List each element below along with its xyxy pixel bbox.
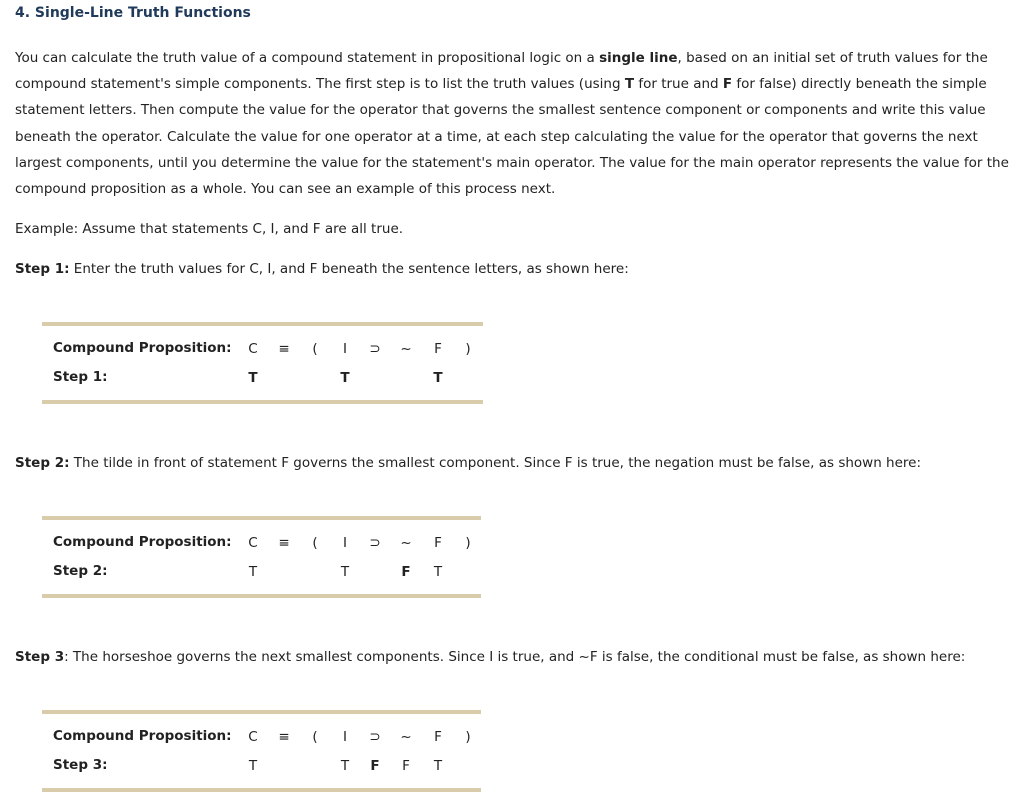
value-f: T bbox=[433, 758, 443, 774]
row-label: Compound Proposition: bbox=[53, 728, 232, 744]
symbol-tilde: ~ bbox=[400, 729, 412, 745]
symbol-triple-bar: ≡ bbox=[278, 729, 290, 745]
step2-text: Step 2: The tilde in front of statement F governs the smallest component. Since F is true, the negation must be false, as shown here: bbox=[15, 455, 922, 471]
step1-text: Step 1: Enter the truth values for C, I, and F beneath the sentence letters, as shown here: bbox=[15, 261, 629, 277]
value-f: T bbox=[433, 564, 443, 580]
symbol-triple-bar: ≡ bbox=[278, 535, 290, 551]
symbol-horseshoe: ⊃ bbox=[369, 729, 381, 745]
symbol-close-paren: ) bbox=[465, 535, 471, 551]
value-i: T bbox=[340, 758, 350, 774]
step-label: Step 2: bbox=[53, 563, 108, 579]
value-tilde: F bbox=[401, 564, 411, 580]
symbol-close-paren: ) bbox=[465, 341, 471, 357]
symbol-i: I bbox=[343, 535, 347, 551]
symbol-open-paren: ( bbox=[312, 729, 318, 745]
row-label: Compound Proposition: bbox=[53, 340, 232, 356]
symbol-c: C bbox=[248, 341, 258, 357]
value-i: T bbox=[340, 370, 350, 386]
symbol-open-paren: ( bbox=[312, 535, 318, 551]
value-f: T bbox=[433, 370, 443, 386]
step-label: Step 3: bbox=[53, 757, 108, 773]
symbol-horseshoe: ⊃ bbox=[369, 535, 381, 551]
value-c: T bbox=[248, 564, 258, 580]
proposition-row bbox=[42, 723, 481, 752]
symbol-f: F bbox=[434, 535, 442, 551]
value-c: T bbox=[248, 370, 258, 386]
step3-text: Step 3: The horseshoe governs the next smallest components. Since I is true, and ~F is false, the conditional must be false, as shown here: bbox=[15, 649, 966, 665]
step-row bbox=[42, 558, 481, 587]
value-tilde: F bbox=[402, 758, 410, 774]
truth-table-step1 bbox=[42, 322, 483, 404]
symbol-open-paren: ( bbox=[312, 341, 318, 357]
value-c: T bbox=[248, 758, 258, 774]
intro-paragraph: You can calculate the truth value of a compound statement in propositional logic on a single line, based on an initial set of truth values for the compound statement's simple components. The first step is to list the truth values (using T for true and F for false) directly beneath the simple statement letters. Then compute the value for the operator that governs the smallest sentence component or components and write this value beneath the operator. Calculate the value for one operator at a time, at each step calculating the value for the operator that governs the next largest components, until you determine the value for the statement's main operator. The value for the main operator represents the value for the compound proposition as a whole. You can see an example of this process next. bbox=[15, 50, 1009, 198]
symbol-c: C bbox=[248, 535, 258, 551]
symbol-tilde: ~ bbox=[400, 535, 412, 551]
symbol-horseshoe: ⊃ bbox=[369, 341, 381, 357]
step-row bbox=[42, 364, 483, 393]
symbol-f: F bbox=[434, 341, 442, 357]
symbol-close-paren: ) bbox=[465, 729, 471, 745]
row-label: Compound Proposition: bbox=[53, 534, 232, 550]
symbol-i: I bbox=[343, 729, 347, 745]
step-label: Step 1: bbox=[53, 369, 108, 385]
section-heading: 4. Single-Line Truth Functions bbox=[15, 5, 251, 21]
value-horseshoe: F bbox=[370, 758, 380, 774]
truth-table-step3 bbox=[42, 710, 481, 792]
value-i: T bbox=[340, 564, 350, 580]
symbol-tilde: ~ bbox=[400, 341, 412, 357]
symbol-triple-bar: ≡ bbox=[278, 341, 290, 357]
symbol-c: C bbox=[248, 729, 258, 745]
step-row bbox=[42, 752, 481, 781]
symbol-f: F bbox=[434, 729, 442, 745]
symbol-i: I bbox=[343, 341, 347, 357]
truth-table-step2 bbox=[42, 516, 481, 598]
proposition-row bbox=[42, 529, 481, 558]
proposition-row bbox=[42, 335, 483, 364]
example-text: Example: Assume that statements C, I, and F are all true. bbox=[15, 221, 404, 237]
